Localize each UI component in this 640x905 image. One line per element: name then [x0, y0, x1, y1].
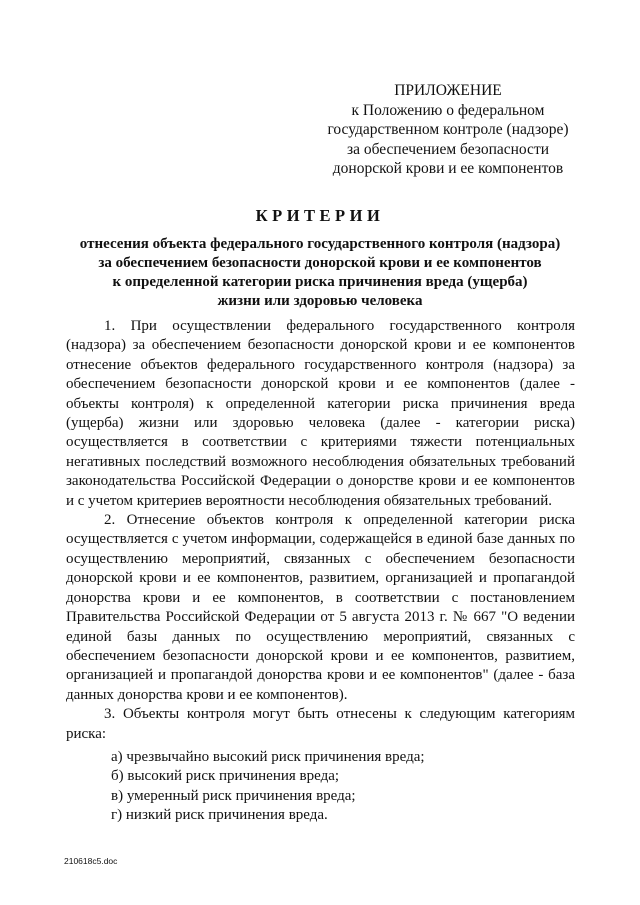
document-subtitle	[40, 235, 600, 311]
paragraph-1: 1. При осуществлении федерального государственного контроля (надзора) за обеспечением безопасности донорской крови и ее компонентов отнесение объектов федерального государственного контроля (надзора) за обеспечением безопасности донорской крови и ее компонентов (далее - объекты контроля) к определенной категории риска причинения вреда (ущерба) жизни или здоровью человека (далее - категории риска) осуществляется в соответствии с критериями тяжести потенциальных негативных последствий возможного несоблюдения обязательных требований законодательства Российской Федерации о донорстве крови и ее компонентов и с учетом критериев вероятности несоблюдения обязательных требований.	[66, 318, 575, 509]
list-item: г) низкий риск причинения вреда.	[111, 807, 328, 824]
appendix-line: к Положению о федеральном	[351, 101, 545, 119]
list-item: в) умеренный риск причинения вреда;	[111, 787, 356, 804]
document-title: КРИТЕРИИ	[255, 206, 385, 225]
subtitle-line: отнесения объекта федерального государственного контроля (надзора)	[79, 236, 561, 252]
risk-category-list	[66, 748, 575, 826]
appendix-line: донорской крови и ее компонентов	[332, 160, 564, 177]
document-body	[66, 317, 575, 826]
subtitle-line: за обеспечением безопасности донорской крови и ее компонентов	[98, 255, 542, 271]
subtitle-line: к определенной категории риска причинения вреда (ущерба)	[112, 274, 528, 290]
list-item: б) высокий риск причинения вреда;	[111, 768, 340, 785]
appendix-line: за обеспечением безопасности	[346, 140, 550, 158]
list-item: а) чрезвычайно высокий риск причинения вреда;	[111, 748, 425, 765]
paragraph-2: 2. Отнесение объектов контроля к определенной категории риска осуществляется с учетом информации, содержащейся в единой базе данных по осуществлению мероприятий, связанных с обеспечением безопасности донорской крови и ее компонентов, развитием, организацией и пропагандой донорства крови и ее компонентов, в соответствии с постановлением Правительства Российской Федерации от 5 августа 2013 г. № 667 "О ведении единой базы данных по осуществлению мероприятий, связанных с обеспечением безопасности донорской крови и ее компонентов, развитием, организацией и пропагандой донорства крови и ее компонентов" (далее - база данных донорства крови и ее компонентов).	[66, 512, 575, 703]
paragraph-3: 3. Объекты контроля могут быть отнесены к следующим категориям риска:	[66, 706, 575, 742]
appendix-line: ПРИЛОЖЕНИЕ	[394, 82, 502, 99]
subtitle-line: жизни или здоровью человека	[217, 293, 423, 309]
file-name-footer: 210618c5.doc	[64, 856, 118, 866]
appendix-block	[318, 81, 578, 179]
appendix-line: государственном контроле (надзоре)	[327, 121, 569, 138]
